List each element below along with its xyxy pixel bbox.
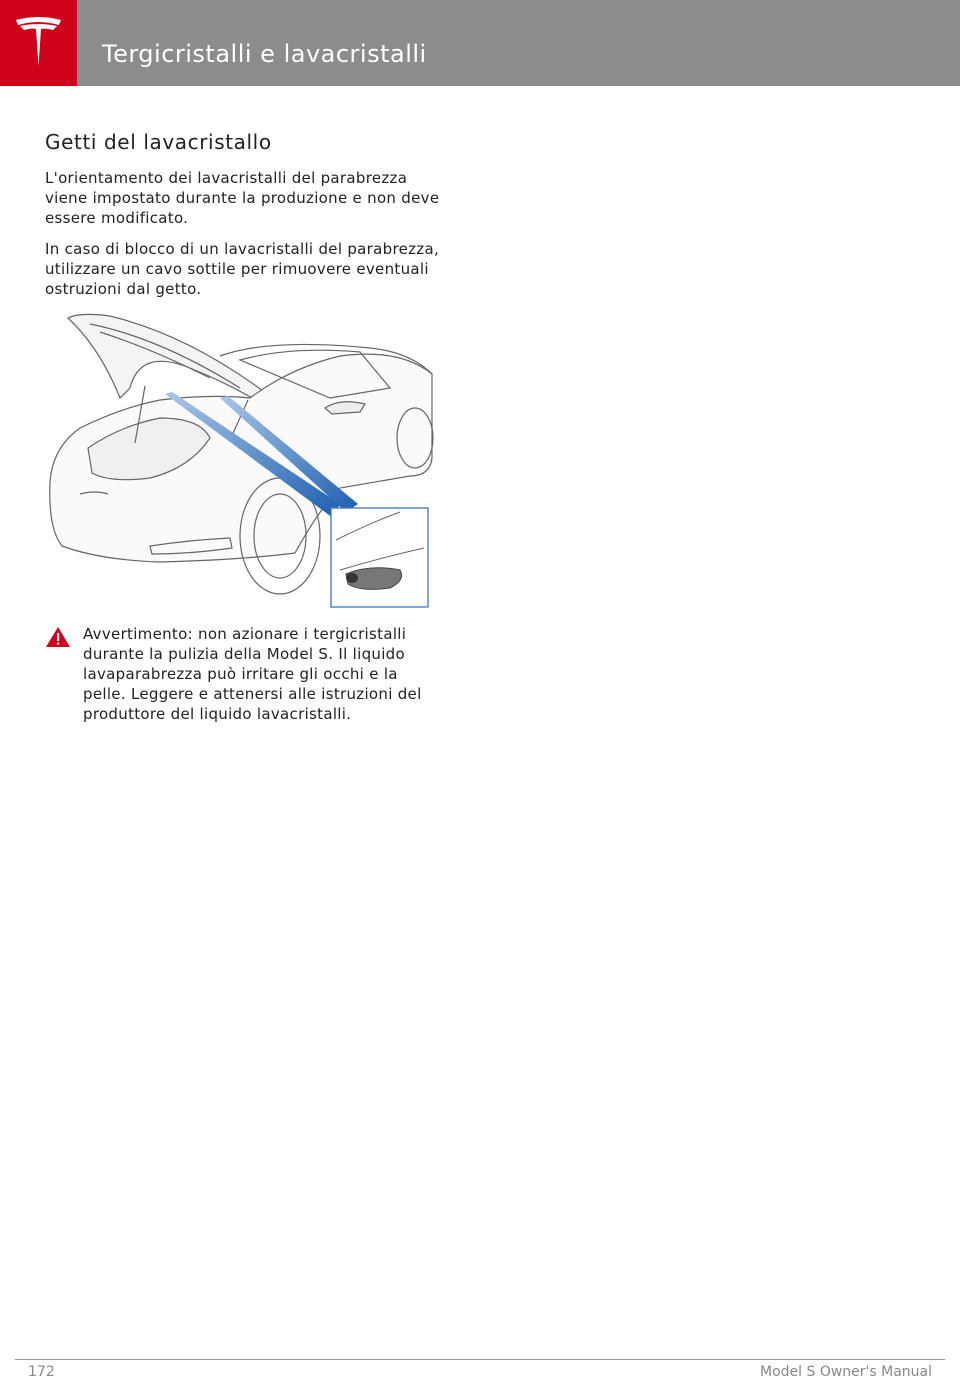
tesla-logo-icon (14, 16, 63, 68)
warning-text: Avvertimento: non azionare i tergicristalli durante la pulizia della Model S. Il liquido lavaparabrezza può irritare gli occhi e la pelle. Leggere e attenersi alle istruzioni del produttore del liquido lavacristalli. (83, 625, 422, 723)
manual-title: Model S Owner's Manual (760, 1364, 932, 1380)
page-number: 172 (28, 1364, 55, 1380)
paragraph-blockage: In caso di blocco di un lavacristalli del parabrezza, utilizzare un cavo sottile per rimuovere eventuali ostruzioni dal getto. (45, 240, 440, 298)
page-header (0, 0, 960, 86)
warning-triangle-icon (45, 626, 71, 648)
section-title: Getti del lavacristallo (45, 130, 272, 154)
washer-jet-illustration (40, 308, 440, 613)
footer-divider (15, 1359, 945, 1360)
tesla-logo (0, 0, 77, 86)
paragraph-orientation: L'orientamento dei lavacristalli del parabrezza viene impostato durante la produzione e non deve essere modificato. (45, 169, 440, 227)
chapter-title: Tergicristalli e lavacristalli (102, 40, 427, 69)
car-hood-open-washer-jet-illustration (40, 308, 440, 613)
